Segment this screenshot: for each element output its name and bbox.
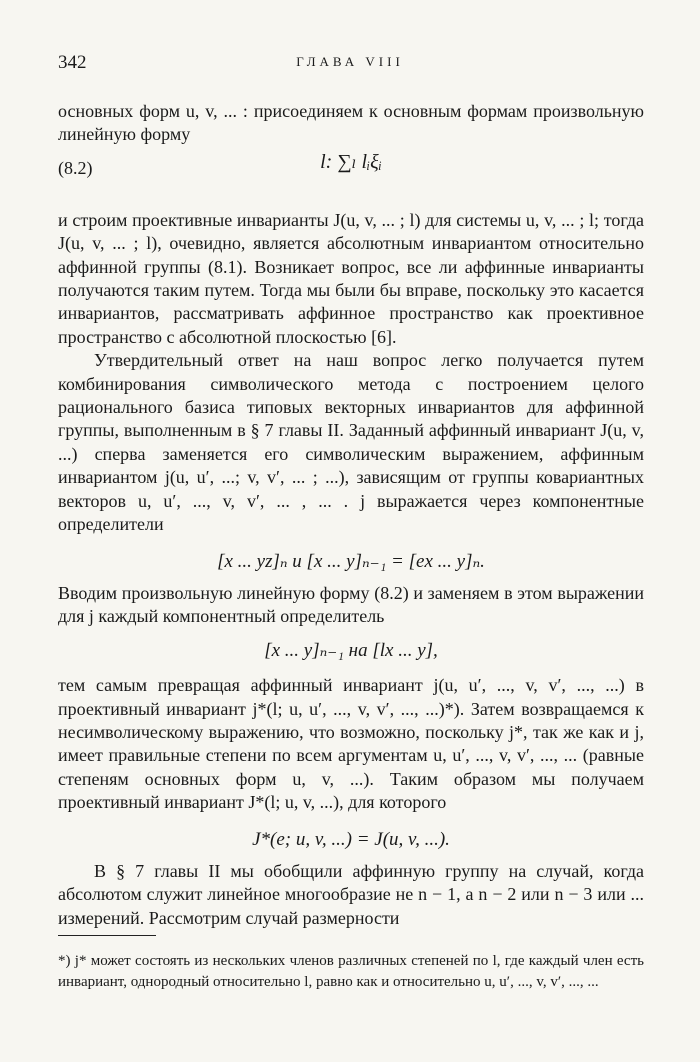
footnote: *) j* может состоять из нескольких членов различных степеней по l, где каждый член есть инвариант, однородный относительно l, равно как и относительно u, u′, ..., v, v′, ..., ... <box>58 953 644 990</box>
paragraph-4: Вводим произвольную линейную форму (8.2) и заменяем в этом выражении для j каждый компонентный определитель <box>58 582 644 627</box>
paragraph-3: Утвердительный ответ на наш вопрос легко получается путем комбинирования символического метода с построением целого рационального базиса типовых векторных инвариантов для аффинной группы, выполненным в § 7 главы II. Заданный аффинный инвариант J(u, v, ...) сперва заменяется его символическим выражением, аффинным инвариантом j(u, u′, ...; v, v′, ... ; ...), зависящим от группы ковариантных векторов u, u′, ..., v, v′, ... , ... . j выражается через компонентные определители <box>58 350 644 535</box>
paragraph-1: основных форм u, v, ... : присоединяем к основным формам произвольную линейную форму <box>58 101 644 145</box>
equation-label: (8.2) <box>58 157 93 178</box>
equation-8-2 <box>58 147 644 209</box>
page-number: 342 <box>58 52 87 73</box>
equation-formula: l: ∑ₗ lᵢξᵢ <box>320 150 382 173</box>
display-formula-1: [x ... yz]ₙ и [x ... y]ₙ₋₁ = [ex ... y]ₙ. <box>217 550 485 572</box>
paragraph-6: В § 7 главы II мы обобщили аффинную группу на случай, когда абсолютом служит линейное многообразие не n − 1, а n − 2 или n − 3 или ... измерений. Рассмотрим случай размерности <box>58 860 644 928</box>
footnote-rule <box>58 935 156 936</box>
main-text <box>58 100 644 930</box>
paragraph-5: тем самым превращая аффинный инвариант j(u, u′, ..., v, v′, ..., ...) в проективный инвариант j*(l; u, u′, ..., v, v′, ..., ...)*). Затем возвращаемся к несимволическому выражению, что возможно, поскольку j*, так же как и j, имеет правильные степени по всем аргументам u, u′, ..., v, v′, ..., ... (равные степеням основных форм u, v, ...). Таким образом мы получаем проективный инвариант J*(l; u, v, ...), для которого <box>58 675 644 813</box>
page-header <box>58 52 642 78</box>
display-formula-3: J*(e; u, v, ...) = J(u, v, ...). <box>252 828 450 850</box>
display-formula-2: [x ... y]ₙ₋₁ на [lx ... y], <box>264 639 438 661</box>
running-head: ГЛАВА VIII <box>296 54 404 69</box>
paragraph-2: и строим проективные инварианты J(u, v, ... ; l) для системы u, v, ... ; l; тогда J(u, v, ... ; l), очевидно, является абсолютным инвариантом относительно аффинной группы (8.1). Возникает вопрос, все ли аффинные инварианты получаются таким путем. Тогда мы были бы вправе, поскольку это касается инвариантов, рассматривать аффинное пространство как проективное пространство с абсолютной плоскостью [6]. <box>58 209 644 347</box>
